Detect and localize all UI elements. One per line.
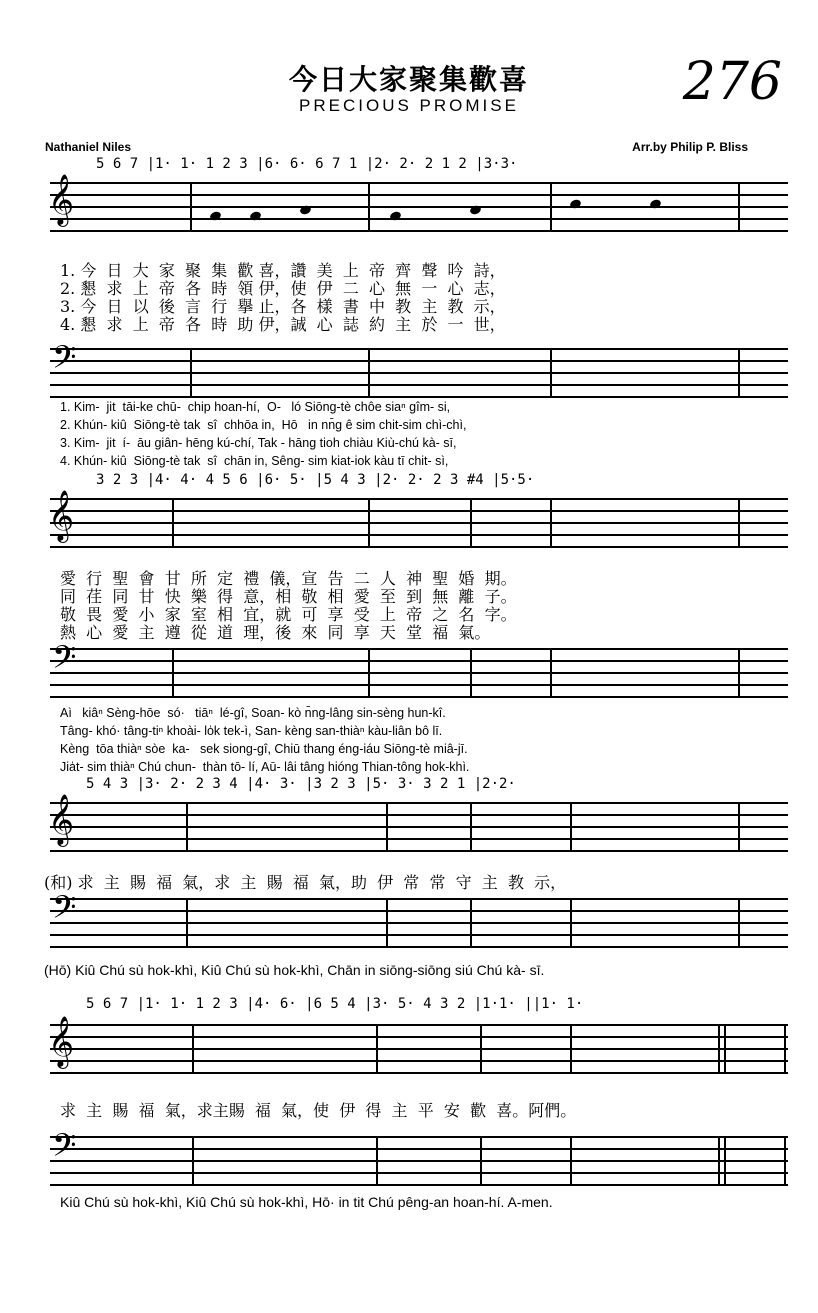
chinese-ending: 求 主 賜 福 氣，求主賜 福 氣，使 伊 得 主 平 安 歡 喜。阿們。 [60, 1101, 577, 1120]
number-notation-line: 5 6 7 |1· 1· 1 2 3 |6· 6· 6 7 1 |2· 2· 2 1 2 |3·3· [96, 156, 518, 172]
bass-staff [50, 889, 788, 948]
number-notation-line: 5 6 7 |1· 1· 1 2 3 |4· 6· |6 5 4 |3· 5· 4 3 2 |1·1· ||1· 1· [86, 996, 584, 1012]
chinese-verse-3: 敬 畏 愛 小 家 室 相 宜，就 可 享 受 上 帝 之 名 字。 [60, 605, 517, 624]
treble-clef-icon: 𝄞 [48, 490, 75, 541]
romanized-chorus: (Hō) Kiû Chú sù hok-khì, Kiû Chú sù hok-khì, Chān in siōng-siōng siú Chú kà- sī. [44, 962, 545, 978]
chinese-verse-1: 愛 行 聖 會 甘 所 定 禮 儀，宣 告 二 人 神 聖 婚 期。 [60, 569, 517, 588]
chinese-verse-3: 3. 今 日 以 後 言 行 擧 止，各 樣 書 中 教 主 教 示， [60, 297, 506, 316]
treble-staff [48, 490, 788, 556]
romanized-verse-4: Jia̍t- sim thiàⁿ Chú chun- thàn tō- lí, Aū- lâi tâng hióng Thian-tông hok-khì. [60, 760, 470, 774]
chinese-verse-2: 同 荏 同 甘 快 樂 得 意，相 敬 相 愛 至 到 無 離 子。 [60, 587, 517, 606]
romanized-verse-1: 1. Kim- jit tāi-ke chū- chip hoan-hí, O- ló Siōng-tè chôe siaⁿ gîm- si, [60, 400, 451, 414]
bass-staff [50, 1127, 788, 1186]
chinese-verse-1: 1. 今 日 大 家 聚 集 歡 喜，讚 美 上 帝 齊 聲 吟 詩， [60, 261, 506, 280]
hymn-number: 276 [682, 52, 782, 112]
chinese-verse-4: 熱 心 愛 主 遵 從 道 理，後 來 同 享 天 堂 福 氣。 [60, 623, 491, 642]
author-credit: Nathaniel Niles [45, 140, 132, 154]
number-notation-line: 5 4 3 |3· 2· 2 3 4 |4· 3· |3 2 3 |5· 3· 3 2 1 |2·2· [86, 776, 516, 792]
romanized-verse-3: 3. Kim- jit í- āu giân- hēng kú-chí, Tak - hāng tioh chiàu Kiù-chú kà- sī, [60, 436, 457, 450]
treble-staff [48, 1016, 788, 1082]
romanized-verse-4: 4. Khún- kiû Siōng-tè tak sî chān in, Sêng- sim kiat-iok kàu tī chit- sì, [60, 454, 449, 468]
treble-staff [48, 174, 788, 240]
chinese-verse-2: 2. 懇 求 上 帝 各 時 領 伊，使 伊 二 心 無 一 心 志， [60, 279, 506, 298]
bass-staff [50, 639, 788, 698]
treble-clef-icon: 𝄞 [48, 1016, 75, 1067]
chinese-verse-4: 4. 懇 求 上 帝 各 時 助 伊，誠 心 誌 約 主 於 一 世， [60, 315, 506, 334]
bass-clef-icon: 𝄢 [52, 889, 77, 933]
romanized-verse-2: 2. Khún- kiû Siōng-tè tak sî chhōa in, Hō in nn̄g ê sim chit-sim chì-chì, [60, 418, 467, 432]
chinese-chorus: (和) 求 主 賜 福 氣，求 主 賜 福 氣，助 伊 常 常 守 主 教 示， [44, 873, 567, 892]
number-notation-line: 3 2 3 |4· 4· 4 5 6 |6· 5· |5 4 3 |2· 2· 2 3 #4 |5·5· [96, 472, 535, 488]
romanized-verse-2: Tâng- khó· tâng-tiⁿ khoài- lo̍k tek-ì, San- kèng san-thiàⁿ kàu-liân bô lī. [60, 724, 443, 738]
romanized-ending: Kiû Chú sù hok-khì, Kiû Chú sù hok-khì, Hō· in tit Chú pêng-an hoan-hí. A-men. [60, 1194, 553, 1210]
hymn-title-chinese: 今日大家聚集歡喜 [288, 63, 529, 96]
bass-clef-icon: 𝄢 [52, 639, 77, 683]
bass-staff [50, 339, 788, 398]
romanized-verse-3: Kèng tōa thiàⁿ sòe ka- sek siong-gî, Chiū thang éng-iáu Siōng-tè miâ-jī. [60, 742, 468, 756]
bass-clef-icon: 𝄢 [52, 1127, 77, 1171]
treble-clef-icon: 𝄞 [48, 794, 75, 845]
romanized-verse-1: Aì kiâⁿ Sèng-hōe só· tiāⁿ lé-gî, Soan- kò n̄ng-lâng sin-sèng hun-kî. [60, 706, 446, 720]
treble-clef-icon: 𝄞 [48, 174, 75, 225]
bass-clef-icon: 𝄢 [52, 339, 77, 383]
treble-staff [48, 794, 788, 860]
arranger-credit: Arr.by Philip P. Bliss [632, 140, 748, 154]
hymn-title-english: PRECIOUS PROMISE [299, 96, 519, 115]
